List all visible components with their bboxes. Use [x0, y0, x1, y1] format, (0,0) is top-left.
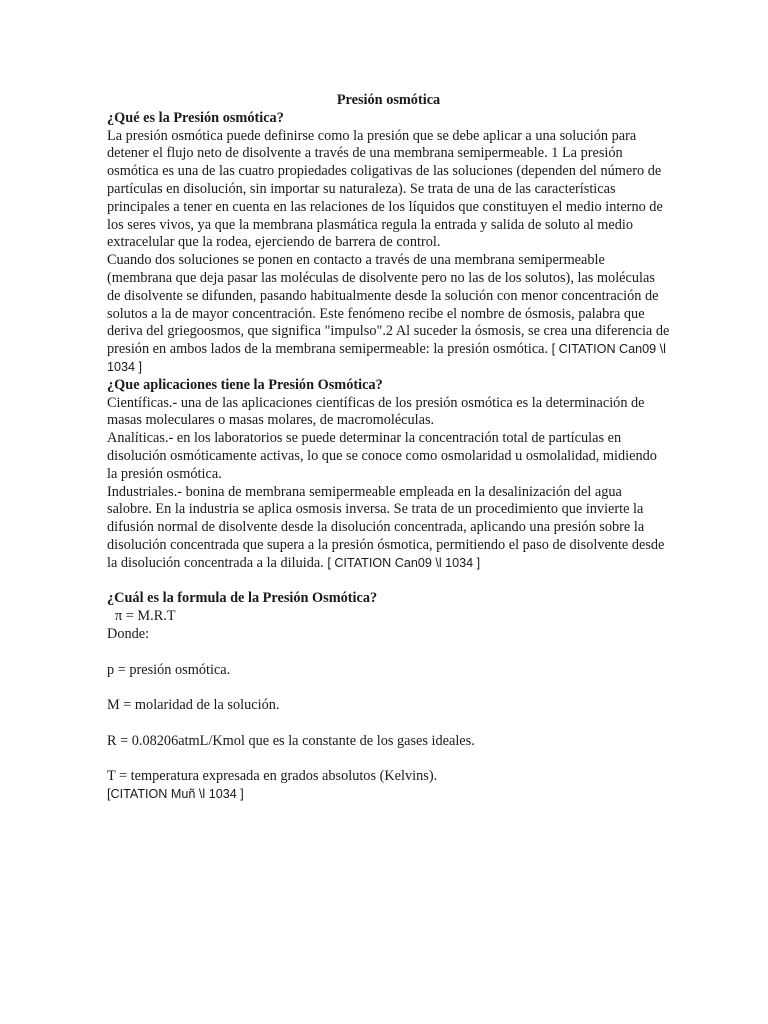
- spacer: [107, 573, 670, 591]
- citation-can09-first: [ CITATION Can09 \l 1034 ]: [107, 342, 666, 374]
- osmotic-pressure-formula: π = M.R.T: [115, 608, 176, 625]
- citation-can09-second: [ CITATION Can09 \l 1034 ]: [327, 555, 481, 570]
- definition-r: R = 0.08206atmL/Kmol que es la constante de los gases ideales.: [107, 732, 475, 749]
- osmosis-paragraph: [107, 252, 670, 377]
- scientific-applications-paragraph: Científicas.- una de las aplicaciones científicas de los presión osmótica es la determinación de masas moleculares o masas molares, de macromoléculas.: [107, 394, 645, 429]
- definition-t: T = temperatura expresada en grados absolutos (Kelvins).: [107, 768, 438, 785]
- question-heading-definition: ¿Qué es la Presión osmótica?: [107, 109, 284, 126]
- question-heading-applications: ¿Que aplicaciones tiene la Presión Osmótica?: [107, 376, 383, 393]
- osmosis-paragraph-text: Cuando dos soluciones se ponen en contacto a través de una membrana semipermeable (membrana que deja pasar las moléculas de disolvente pero no las de los solutos), las moléculas de disolvente se difunden, pasando habitualmente desde la solución con menor concentración de solutos a la de mayor concentración. Este fenómeno recibe el nombre de ósmosis, palabra que deriva del griegoosmos, que significa "impulso".2 Al suceder la ósmosis, se crea una diferencia de presión en ambos lados de la membrana semipermeable: la presión osmótica.: [107, 252, 670, 358]
- definition-m: M = molaridad de la solución.: [107, 697, 280, 714]
- industrial-applications-text: Industriales.- bonina de membrana semipermeable empleada en la desalinización del agua salobre. En la industria se aplica osmosis inversa. Se trata de un procedimiento que invierte la difusión normal de disolvente desde la disolución concentrada, aplicando una presión sobre la disolución concentrada que supera a la presión ósmotica, permitiendo el paso de disolvente desde la disolución concentrada a la diluida.: [107, 483, 665, 571]
- spacer: [107, 750, 670, 768]
- definition-p: p = presión osmótica.: [107, 661, 231, 678]
- spacer: [107, 679, 670, 697]
- analytical-applications-paragraph: Analíticas.- en los laboratorios se puede determinar la concentración total de partículas en disolución osmóticamente activas, lo que se conoce como osmolaridad u osmolalidad, midiendo la presión osmótica.: [107, 430, 657, 482]
- citation-mun: [CITATION Muñ \l 1034 ]: [107, 787, 244, 802]
- definition-paragraph: La presión osmótica puede definirse como la presión que se debe aplicar a una solución para detener el flujo neto de disolvente a través de una membrana semipermeable. 1 La presión osmótica es una de las cuatro propiedades coligativas de las soluciones (dependen del número de partículas en disolución, sin importar su naturaleza). Se trata de una de las características principales a tener en cuenta en las relaciones de los líquidos que constituyen el medio interno de los seres vivos, ya que la membrana plasmática regula la entrada y salida de soluto al medio extracelular que la rodea, ejerciendo de barrera de control.: [107, 127, 663, 251]
- where-label: Donde:: [107, 625, 150, 642]
- document-title: Presión osmótica: [336, 92, 441, 108]
- question-heading-formula: ¿Cuál es la formula de la Presión Osmótica?: [107, 590, 378, 607]
- industrial-applications-paragraph: [107, 484, 670, 573]
- spacer: [107, 715, 670, 733]
- spacer: [107, 644, 670, 662]
